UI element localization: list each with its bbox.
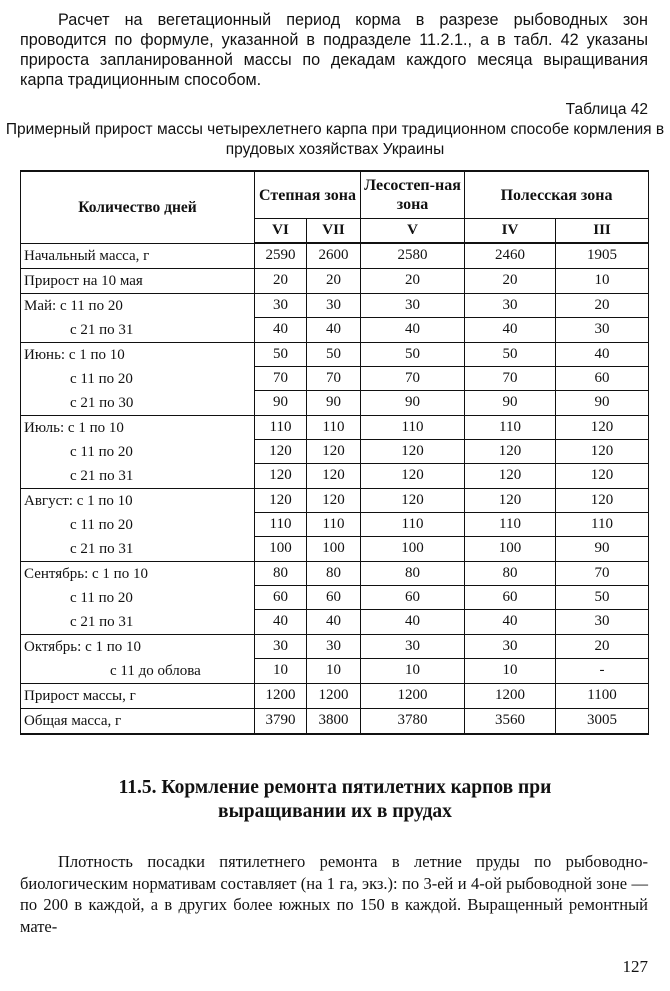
- value-cell: 120: [307, 464, 361, 488]
- value-cell: 80: [307, 561, 361, 585]
- value-cell: 90: [556, 537, 649, 561]
- value-cell: 40: [465, 318, 556, 343]
- table-row: [21, 243, 649, 268]
- value-cell: 3790: [255, 708, 307, 734]
- value-cell: 120: [361, 464, 465, 488]
- section-title: [0, 776, 670, 824]
- row-label-cell: [21, 708, 255, 734]
- value-cell: 120: [556, 464, 649, 488]
- row-label-cell: [21, 488, 255, 561]
- value-cell: 50: [361, 342, 465, 366]
- value-cell: 70: [556, 561, 649, 585]
- value-cell: 10: [465, 659, 556, 684]
- value-cell: 60: [307, 585, 361, 609]
- value-cell: 1905: [556, 243, 649, 268]
- value-cell: 50: [255, 342, 307, 366]
- value-cell: 3005: [556, 708, 649, 734]
- value-cell: 70: [255, 366, 307, 390]
- header-days: Количество дней: [21, 171, 255, 243]
- table-number: Таблица 42: [565, 101, 648, 118]
- value-cell: 120: [465, 488, 556, 512]
- value-cell: 90: [556, 391, 649, 415]
- value-cell: 120: [556, 488, 649, 512]
- header-zone-forest-steppe: Лесостеп-ная зона: [361, 171, 465, 219]
- value-cell: 1100: [556, 683, 649, 708]
- value-cell: 80: [255, 561, 307, 585]
- row-label: с 21 по 31: [70, 540, 134, 557]
- table-row: [21, 488, 649, 512]
- value-cell: 120: [307, 439, 361, 463]
- value-cell: 40: [255, 610, 307, 634]
- table-row: [21, 342, 649, 366]
- value-cell: 120: [361, 488, 465, 512]
- row-label-cell: [21, 243, 255, 268]
- row-label: Начальный масса, г: [24, 247, 150, 264]
- row-label: с 11 по 20: [70, 443, 133, 460]
- header-zone-steppe: Степная зона: [255, 171, 361, 219]
- value-cell: 1200: [465, 683, 556, 708]
- value-cell: 20: [255, 268, 307, 293]
- table-body: [21, 243, 649, 734]
- table-caption: Примерный прирост массы четырехлетнего карпа при традиционном способе кормления в прудовых хозяйствах Украины: [5, 121, 665, 158]
- value-cell: 40: [556, 342, 649, 366]
- header-sub: VII: [307, 219, 361, 244]
- value-cell: 110: [307, 512, 361, 536]
- value-cell: 120: [556, 415, 649, 439]
- row-label-cell: [21, 342, 255, 415]
- header-sub: VI: [255, 219, 307, 244]
- value-cell: 30: [465, 293, 556, 318]
- value-cell: 30: [465, 634, 556, 659]
- table-row: [21, 268, 649, 293]
- row-label-cell: [21, 683, 255, 708]
- value-cell: 20: [556, 634, 649, 659]
- body-paragraph: Плотность посадки пятилетнего ремонта в летние пруды по рыбоводно-биологическим нормативам составляет (на 1 га, экз.): по 3-ей и 4-ой рыбоводной зоне — по 200 в каждой, а в других более южных по 150 в каждой. Выращенный ремонтный мате-: [20, 852, 648, 936]
- value-cell: 3800: [307, 708, 361, 734]
- value-cell: 2580: [361, 243, 465, 268]
- value-cell: 1200: [307, 683, 361, 708]
- row-label: Июль: с 1 по 10: [24, 419, 124, 436]
- value-cell: 100: [465, 537, 556, 561]
- value-cell: 10: [255, 659, 307, 684]
- value-cell: 50: [556, 585, 649, 609]
- table-row: [21, 415, 649, 439]
- value-cell: 110: [361, 415, 465, 439]
- value-cell: 70: [307, 366, 361, 390]
- row-label: с 11 по 20: [70, 516, 133, 533]
- row-label: Октябрь: с 1 по 10: [24, 638, 142, 655]
- value-cell: 60: [361, 585, 465, 609]
- row-label: Июнь: с 1 по 10: [24, 346, 125, 363]
- value-cell: 30: [307, 634, 361, 659]
- value-cell: 100: [307, 537, 361, 561]
- value-cell: 40: [255, 318, 307, 343]
- row-label: Прирост массы, г: [24, 687, 136, 704]
- row-label-cell: [21, 293, 255, 342]
- value-cell: 2600: [307, 243, 361, 268]
- table-row: [21, 293, 649, 318]
- value-cell: 40: [307, 610, 361, 634]
- value-cell: 100: [255, 537, 307, 561]
- value-cell: 10: [361, 659, 465, 684]
- value-cell: 30: [307, 293, 361, 318]
- header-sub: V: [361, 219, 465, 244]
- value-cell: 10: [556, 268, 649, 293]
- page-number: 127: [622, 957, 648, 976]
- value-cell: 40: [465, 610, 556, 634]
- value-cell: 1200: [255, 683, 307, 708]
- value-cell: 30: [255, 293, 307, 318]
- value-cell: 120: [307, 488, 361, 512]
- value-cell: 70: [361, 366, 465, 390]
- value-cell: 3560: [465, 708, 556, 734]
- value-cell: 100: [361, 537, 465, 561]
- value-cell: 50: [465, 342, 556, 366]
- value-cell: 30: [255, 634, 307, 659]
- table-row: [21, 634, 649, 659]
- value-cell: 40: [361, 318, 465, 343]
- value-cell: 80: [465, 561, 556, 585]
- value-cell: 90: [361, 391, 465, 415]
- value-cell: 40: [361, 610, 465, 634]
- row-label-cell: [21, 415, 255, 488]
- row-label: Общая масса, г: [24, 712, 122, 729]
- row-label: Сентябрь: с 1 по 10: [24, 565, 148, 582]
- row-label: с 21 по 31: [70, 613, 134, 630]
- row-label: Май: с 11 по 20: [24, 297, 123, 314]
- row-label: с 11 по 20: [70, 370, 133, 387]
- value-cell: 20: [465, 268, 556, 293]
- row-label-cell: [21, 268, 255, 293]
- row-label: с 21 по 30: [70, 394, 134, 411]
- value-cell: 60: [556, 366, 649, 390]
- header-sub: III: [556, 219, 649, 244]
- value-cell: 60: [465, 585, 556, 609]
- value-cell: 120: [465, 464, 556, 488]
- value-cell: 20: [556, 293, 649, 318]
- value-cell: 120: [361, 439, 465, 463]
- value-cell: 90: [465, 391, 556, 415]
- value-cell: 50: [307, 342, 361, 366]
- value-cell: 3780: [361, 708, 465, 734]
- header-sub: IV: [465, 219, 556, 244]
- value-cell: 110: [465, 512, 556, 536]
- value-cell: 110: [465, 415, 556, 439]
- value-cell: 110: [255, 512, 307, 536]
- value-cell: 10: [307, 659, 361, 684]
- value-cell: 110: [307, 415, 361, 439]
- header-zone-polesie: Полесская зона: [465, 171, 649, 219]
- value-cell: 30: [556, 610, 649, 634]
- section-title-text: 11.5. Кормление ремонта пятилетних карпов при выращивании их в прудах: [118, 777, 552, 822]
- row-label: Прирост на 10 мая: [24, 272, 143, 289]
- row-label-cell: [21, 561, 255, 634]
- value-cell: 120: [556, 439, 649, 463]
- value-cell: 30: [361, 634, 465, 659]
- value-cell: 30: [556, 318, 649, 343]
- value-cell: 110: [556, 512, 649, 536]
- table-row: [21, 708, 649, 734]
- value-cell: 30: [361, 293, 465, 318]
- row-label: с 11 по 20: [70, 589, 133, 606]
- value-cell: 2590: [255, 243, 307, 268]
- growth-table: [20, 170, 649, 735]
- value-cell: 40: [307, 318, 361, 343]
- table-row: [21, 561, 649, 585]
- value-cell: 120: [465, 439, 556, 463]
- row-label: с 11 до облова: [110, 662, 201, 679]
- value-cell: 110: [361, 512, 465, 536]
- value-cell: 120: [255, 464, 307, 488]
- value-cell: 20: [361, 268, 465, 293]
- value-cell: 2460: [465, 243, 556, 268]
- value-cell: 90: [255, 391, 307, 415]
- row-label: с 21 по 31: [70, 467, 134, 484]
- value-cell: 120: [255, 439, 307, 463]
- value-cell: 60: [255, 585, 307, 609]
- value-cell: 80: [361, 561, 465, 585]
- row-label: Август: с 1 по 10: [24, 492, 133, 509]
- row-label-cell: [21, 634, 255, 683]
- intro-paragraph: Расчет на вегетационный период корма в разрезе рыбоводных зон проводится по формуле, указанной в подразделе 11.2.1., а в табл. 42 указаны прироста запланированной массы по декадам каждого месяца выращивания карпа традиционным способом.: [20, 11, 648, 89]
- value-cell: 70: [465, 366, 556, 390]
- value-cell: 20: [307, 268, 361, 293]
- value-cell: -: [556, 659, 649, 684]
- value-cell: 1200: [361, 683, 465, 708]
- value-cell: 120: [255, 488, 307, 512]
- value-cell: 110: [255, 415, 307, 439]
- table-row: [21, 683, 649, 708]
- row-label: с 21 по 31: [70, 321, 134, 338]
- value-cell: 90: [307, 391, 361, 415]
